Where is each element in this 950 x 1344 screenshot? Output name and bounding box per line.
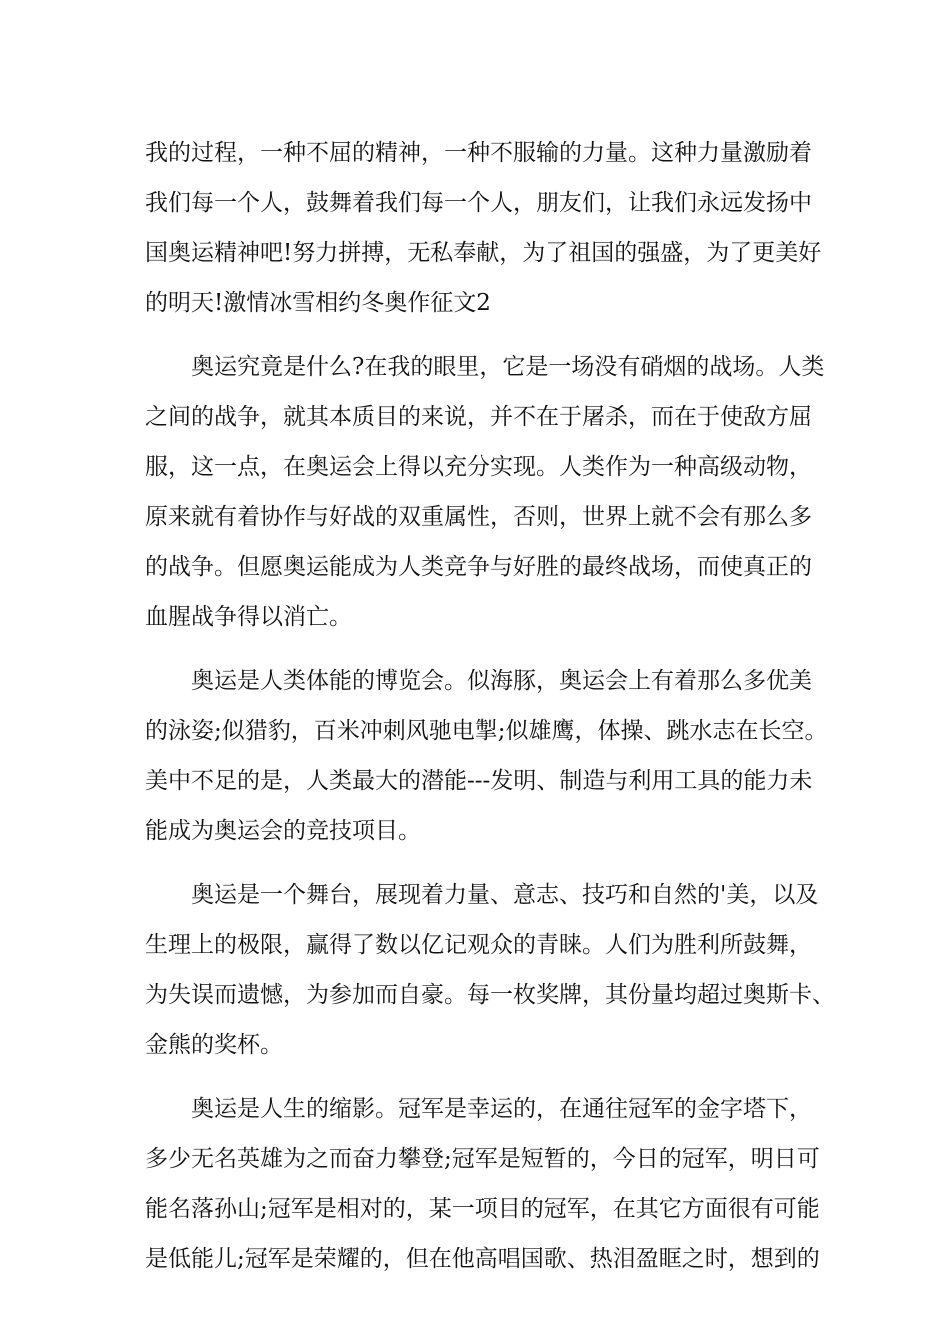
text-line: 服，这一点，在奥运会上得以充分实现。人类作为一种高级动物，	[145, 454, 812, 480]
text-line: 国奥运精神吧!努力拼搏，无私奉献，为了祖国的强盛，为了更美好	[145, 240, 822, 266]
text-line: 生理上的极限，赢得了数以亿记观众的青睐。人们为胜利所鼓舞，	[145, 932, 812, 958]
text-line: 原来就有着协作与好战的双重属性，否则，世界上就不会有那么多	[145, 504, 812, 530]
text-line: 之间的战争，就其本质目的来说，并不在于屠杀，而在于使敌方屈	[145, 404, 812, 430]
text-line: 是低能儿;冠军是荣耀的，但在他高唱国歌、热泪盈眶之时，想到的	[145, 1246, 820, 1272]
text-line: 为失误而遗憾，为参加而自豪。每一枚奖牌，其份量均超过奥斯卡、	[145, 982, 835, 1008]
text-line: 能名落孙山;冠军是相对的，某一项目的冠军，在其它方面很有可能	[145, 1196, 820, 1222]
text-line: 的明天!激情冰雪相约冬奥作征文2	[145, 290, 491, 316]
paragraph	[145, 870, 835, 1070]
text-line: 奥运是一个舞台，展现着力量、意志、技巧和自然的'美，以及	[145, 882, 819, 908]
essay-body	[145, 128, 835, 1284]
text-line: 的泳姿;似猎豹，百米冲刺风驰电掣;似雄鹰，体操、跳水志在长空。	[145, 718, 828, 744]
text-line: 金熊的奖杯。	[145, 1032, 283, 1058]
paragraph	[145, 656, 828, 856]
text-line: 奥运是人类体能的博览会。似海豚，奥运会上有着那么多优美	[145, 668, 812, 694]
paragraph	[145, 128, 825, 328]
text-line: 多少无名英雄为之而奋力攀登;冠军是短暂的，今日的冠军，明日可	[145, 1146, 820, 1172]
text-line: 奥运究竟是什么?在我的眼里，它是一场没有硝烟的战场。人类	[145, 354, 825, 380]
text-line: 我们每一个人，鼓舞着我们每一个人，朋友们，让我们永远发扬中	[145, 190, 812, 216]
text-line: 能成为奥运会的竞技项目。	[145, 818, 421, 844]
text-line: 我的过程，一种不屈的精神，一种不服输的力量。这种力量激励着	[145, 140, 812, 166]
paragraph	[145, 342, 825, 642]
text-line: 美中不足的是，人类最大的潜能---发明、制造与利用工具的能力未	[145, 768, 813, 794]
text-line: 的战争。但愿奥运能成为人类竞争与好胜的最终战场，而使真正的	[145, 554, 812, 580]
text-line: 血腥战争得以消亡。	[145, 604, 352, 630]
text-line: 奥运是人生的缩影。冠军是幸运的，在通往冠军的金字塔下，	[145, 1096, 812, 1122]
paragraph	[145, 1084, 825, 1284]
